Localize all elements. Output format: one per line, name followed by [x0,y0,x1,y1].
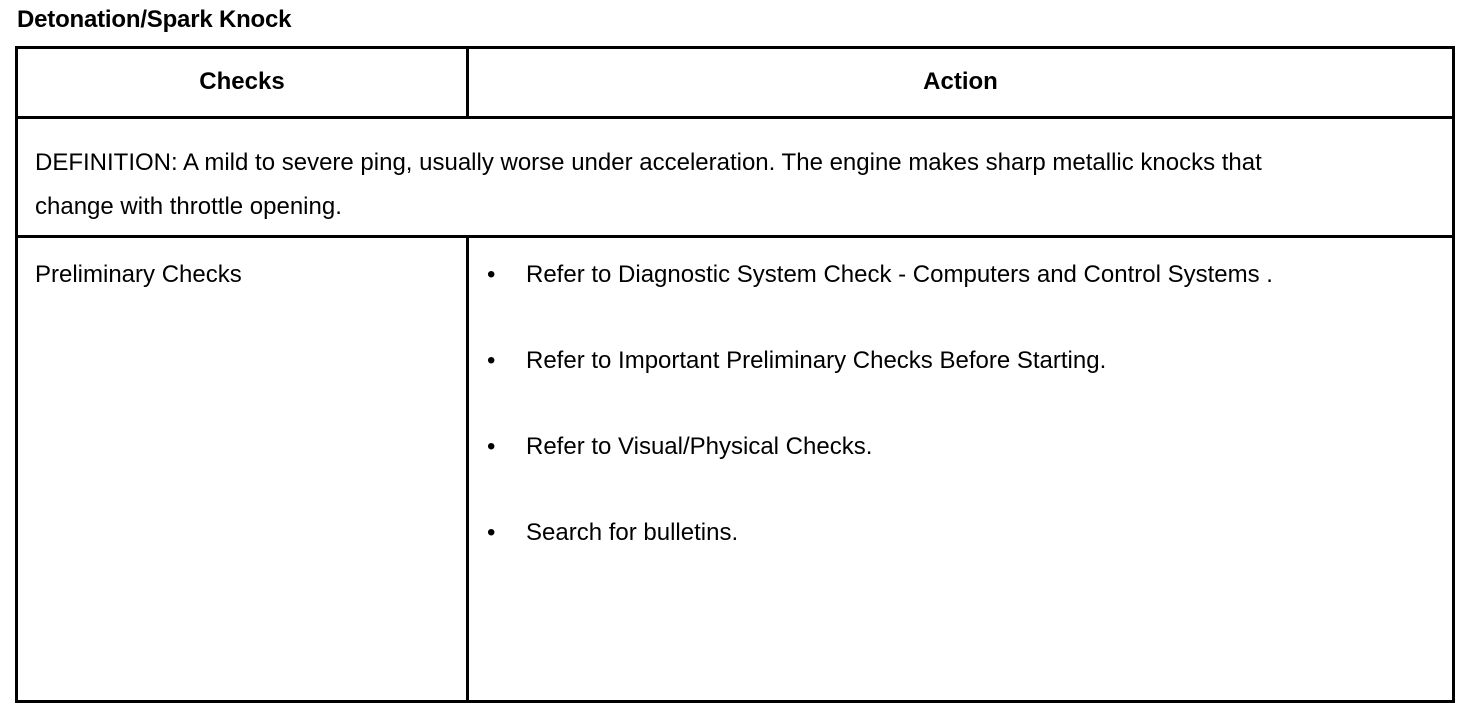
check-preliminary: Preliminary Checks [35,261,242,288]
column-divider-body [466,238,469,700]
definition-text: DEFINITION: A mild to severe ping, usually worse under acceleration. The engine makes sharp metallic knocks that change with throttle opening. [35,149,1262,220]
bullet-icon: • [487,347,496,374]
action-important-preliminary-checks: Refer to Important Preliminary Checks Before Starting. [526,347,1107,374]
column-header-checks: Checks [199,68,285,95]
bullet-icon: • [487,519,496,546]
action-search-bulletins: Search for bulletins. [526,519,739,546]
action-diagnostic-system-check: Refer to Diagnostic System Check - Computers and Control Systems . [526,261,1273,288]
action-visual-physical-checks: Refer to Visual/Physical Checks. [526,433,873,460]
column-divider-header [466,49,469,116]
diagnostic-table [15,46,1455,703]
page-title: Detonation/Spark Knock [17,6,292,33]
bullet-icon: • [487,433,496,460]
column-header-action: Action [923,68,998,95]
definition-divider [18,235,1452,238]
header-divider [18,116,1452,119]
bullet-icon: • [487,261,496,288]
